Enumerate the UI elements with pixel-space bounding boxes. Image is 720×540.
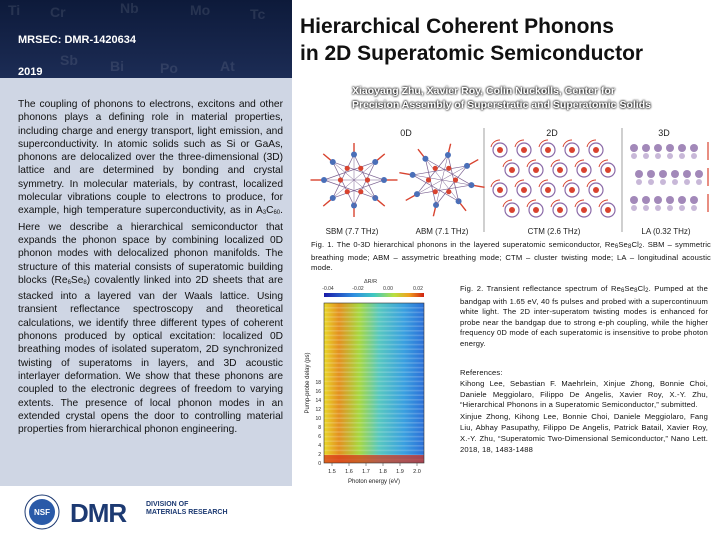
oscillation-stripe xyxy=(324,381,424,383)
layer-atom xyxy=(636,179,642,185)
oscillation-stripe xyxy=(324,307,424,309)
oscillation-stripe xyxy=(324,371,424,373)
layer-atom xyxy=(690,196,698,204)
atom xyxy=(365,177,370,182)
oscillation-stripe xyxy=(324,376,424,378)
layer-atom xyxy=(684,179,690,185)
colorbar-ticks xyxy=(322,286,423,292)
superatom-core xyxy=(605,167,611,173)
y-tick-label: 2 xyxy=(318,452,321,458)
y-axis-label: Pump-probe delay (ps) xyxy=(305,352,311,414)
layer-atom xyxy=(630,196,638,204)
atom xyxy=(358,189,363,194)
oscillation-stripe xyxy=(324,362,424,364)
y-tick-label: 6 xyxy=(318,434,321,440)
y-axis-ticks xyxy=(315,380,321,467)
oscillation-stripe xyxy=(324,450,424,452)
page-title: Hierarchical Coherent Phonons in 2D Superatomic Semiconductor xyxy=(300,15,644,65)
oscillation-stripe xyxy=(324,339,424,341)
atom xyxy=(453,177,458,182)
layer-atom xyxy=(654,144,662,152)
superatom-core xyxy=(533,207,539,213)
colorbar-tick-label: 0.02 xyxy=(413,286,423,292)
mode-label-la: LA (0.32 THz) xyxy=(641,227,691,236)
dmr-logo xyxy=(70,498,228,529)
atom xyxy=(351,152,357,158)
oscillation-stripe xyxy=(324,312,424,314)
layer-atom xyxy=(691,205,697,211)
sbm-cluster-illustration xyxy=(311,143,398,217)
atom xyxy=(410,172,416,178)
panel-label-0d: 0D xyxy=(400,128,412,138)
oscillation-stripe xyxy=(324,413,424,415)
award-number: MRSEC: DMR-1420634 xyxy=(18,34,136,46)
nsf-logo xyxy=(24,494,60,530)
superatom-core xyxy=(557,167,563,173)
atom xyxy=(372,159,378,165)
layer-atom xyxy=(679,205,685,211)
y-tick-label: 0 xyxy=(318,461,321,467)
oscillation-stripe xyxy=(324,440,424,442)
atom xyxy=(426,177,431,182)
panel-label-3d: 3D xyxy=(658,128,670,138)
oscillation-stripe xyxy=(324,431,424,433)
superatom-core xyxy=(569,147,575,153)
year-label: 2019 xyxy=(18,66,43,78)
left-sidebar xyxy=(0,0,292,540)
superatom-core xyxy=(497,187,503,193)
colorbar-title: ΔR/R xyxy=(364,279,378,285)
superatom-core xyxy=(581,207,587,213)
atom xyxy=(464,163,470,169)
atom xyxy=(414,191,420,197)
layer-atom xyxy=(691,153,697,159)
superatom-core xyxy=(569,187,575,193)
layer-atom xyxy=(647,170,655,178)
superatom-core xyxy=(581,167,587,173)
superatom-core xyxy=(605,207,611,213)
layer-atom xyxy=(655,153,661,159)
figure-2-caption: Fig. 2. Transient reflectance spectrum of Re6Se8Cl2. Pumped at the bandgap with 1.65 eV, 40 fs pulses and probed with a supercontinuum white light. The 2D inter-superatom twisting modes is enhanced for probe near the bandgap due to strong e-ph coupling, while the higher frequency 0D mode of each superatomic is insensitive to probe photon energy. xyxy=(460,284,708,348)
colorbar-tick-label: 0.00 xyxy=(383,286,393,292)
oscillation-stripe xyxy=(324,321,424,323)
x-tick-label: 1.8 xyxy=(379,469,387,475)
x-tick-label: 1.7 xyxy=(362,469,370,475)
oscillation-stripe xyxy=(324,394,424,396)
oscillation-stripe xyxy=(324,445,424,447)
atom xyxy=(338,177,343,182)
atom xyxy=(433,189,438,194)
y-tick-label: 4 xyxy=(318,443,321,449)
figure-2-reflectance-map xyxy=(302,277,454,487)
oscillation-stripe xyxy=(324,344,424,346)
superatom-core xyxy=(509,207,515,213)
oscillation-stripe xyxy=(324,367,424,369)
layer-atom xyxy=(679,153,685,159)
atom xyxy=(433,166,438,171)
layer-atom xyxy=(648,179,654,185)
oscillation-stripe xyxy=(324,436,424,438)
oscillation-stripe xyxy=(324,348,424,350)
atom xyxy=(446,166,451,171)
oscillation-stripe xyxy=(324,427,424,429)
dmr-logo-text: DMR xyxy=(70,498,127,528)
superatom-core xyxy=(557,207,563,213)
oscillation-stripe xyxy=(324,390,424,392)
layer-atom xyxy=(667,205,673,211)
layer-atom xyxy=(683,170,691,178)
y-tick-label: 14 xyxy=(315,398,321,404)
layer-atom xyxy=(642,144,650,152)
atom xyxy=(345,189,350,194)
y-tick-label: 8 xyxy=(318,425,321,431)
oscillation-stripe xyxy=(324,335,424,337)
x-tick-label: 1.5 xyxy=(328,469,336,475)
layer-atom xyxy=(630,144,638,152)
superatom-core xyxy=(545,147,551,153)
references xyxy=(460,368,708,455)
x-tick-label: 1.6 xyxy=(345,469,353,475)
superatom-core xyxy=(509,167,515,173)
oscillation-stripe xyxy=(324,325,424,327)
y-tick-label: 16 xyxy=(315,389,321,395)
dmr-logo-subtitle: DIVISION OF MATERIALS RESEARCH xyxy=(146,501,228,516)
superatom-core xyxy=(593,147,599,153)
layer-atom xyxy=(671,170,679,178)
layer-atom xyxy=(659,170,667,178)
layer-atom xyxy=(695,170,703,178)
y-tick-label: 10 xyxy=(315,416,321,422)
layer-atom xyxy=(672,179,678,185)
layer-atom xyxy=(635,170,643,178)
atom xyxy=(446,189,451,194)
time-zero-band xyxy=(324,455,424,463)
layer-atom xyxy=(643,205,649,211)
figure-1-caption: Fig. 1. The 0-3D hierarchical phonons in the layered superatomic semiconductor, Re6Se8Cl2. SBM – symmetric breathing mode; ABM – assymetric breathing mode; CTM – cluster twisting mode; LA – longitudinal acoustic mode. xyxy=(311,240,711,272)
atom xyxy=(345,166,350,171)
layer-atom xyxy=(642,196,650,204)
references-heading: References: xyxy=(460,368,503,377)
layer-atom xyxy=(631,205,637,211)
atom xyxy=(330,159,336,165)
x-tick-label: 1.9 xyxy=(396,469,404,475)
x-axis-label: Photon energy (eV) xyxy=(347,479,401,485)
superatom-core xyxy=(521,147,527,153)
layer-atom xyxy=(690,144,698,152)
reference-item: Xinjue Zhong, Kihong Lee, Bonnie Choi, Daniele Meggiolaro, Fang Liu, Abhay Pasupathy, Filippo De Angelis, Patrick Batail, Xavier Roy, X.-Y. Zhu, “Superatomic Two-Dimensional Semiconductor,” Nano Lett. 2018, 18, 1483-1488 xyxy=(460,412,708,454)
figure-1-phonon-modes xyxy=(308,120,712,238)
oscillation-stripe xyxy=(324,399,424,401)
superatom-core xyxy=(545,187,551,193)
layer-atom xyxy=(660,179,666,185)
oscillation-stripe xyxy=(324,422,424,424)
superatom-core xyxy=(593,187,599,193)
nsf-logo-text: NSF xyxy=(34,508,50,517)
oscillation-stripe xyxy=(324,404,424,406)
abstract-text: The coupling of phonons to electrons, excitons and other phonons plays a defining role in material properties, including charge and energy transport, light emission, and superconductivity. In atomic solids such as Si or GaAs, phonons are delocalized over the three-dimensional (3D) lattice and are determined by bonding and crystal symmetry. In molecular materials, by contrast, localized molecular vibrations couple to electrons to produce, for example, high temperature superconductivity, as in A3C60. Here we describe a hierarchical semiconductor that expands the phonon space by combining localized 0D phonon modes with delocalized phonon manifolds. The structure of this material consists of superatomic building blocks (Re6Se8) covalently linked into 2D sheets that are stacked into a layered van der Waals lattice. Using transient reflectance spectroscopy and theoretical calculations, we identify three different types of coherent phonons produced by optical excitation: localized 0D breathing modes of isolated superatom, 2D synchronized twisting of superatoms in layers, and 3D acoustic interlayer deformation. We show that these phonons are coupled to the electronic degrees of freedom to varying extents. The presence of local phonon modes in an extended crystal opens the door to controlling material properties from hierarchical phonon engineering. xyxy=(18,99,284,436)
oscillation-stripe xyxy=(324,353,424,355)
atom xyxy=(321,177,327,183)
y-tick-label: 12 xyxy=(315,407,321,413)
layer-atom xyxy=(696,179,702,185)
reference-item: Kihong Lee, Sebastian F. Maehrlein, Xinjue Zhong, Bonnie Choi, Daniele Meggiolaro, Filippo De Angelis, Xavier Roy, X.-Y. Zhu, “Hierarchical Phonons in a Superatomic Semiconductor,” submitted. xyxy=(460,378,708,410)
superatom-core xyxy=(497,147,503,153)
colorbar-tick-label: -0.04 xyxy=(322,286,334,292)
colorbar xyxy=(324,293,424,297)
superatom-core xyxy=(533,167,539,173)
layer-atom xyxy=(643,153,649,159)
superatom-core xyxy=(521,187,527,193)
layer-atom xyxy=(654,196,662,204)
atom xyxy=(456,198,462,204)
oscillation-stripe xyxy=(324,417,424,419)
layer-atom xyxy=(667,153,673,159)
oscillation-stripe xyxy=(324,385,424,387)
mode-label-ctm: CTM (2.6 THz) xyxy=(527,227,581,236)
colorbar-tick-label: -0.02 xyxy=(352,286,364,292)
sidebar-header-band: Ti Cr Nb Mo Tc Sb Bi Po At MRSEC: DMR-1420634 2019 xyxy=(0,0,292,78)
layer-atom xyxy=(666,144,674,152)
atom xyxy=(422,156,428,162)
x-axis-ticks xyxy=(328,463,421,475)
mode-label-abm: ABM (7.1 THz) xyxy=(415,227,469,236)
authors-line: Xiaoyang Zhu, Xavier Roy, Colin Nuckolls, Center for Precision Assembly of Superstratic and Superatomic Solids xyxy=(352,85,651,111)
layer-atom xyxy=(655,205,661,211)
x-tick-label: 2.0 xyxy=(413,469,421,475)
atom xyxy=(358,166,363,171)
oscillation-stripe xyxy=(324,316,424,318)
atom xyxy=(445,152,451,158)
oscillation-stripe xyxy=(324,330,424,332)
layer-atom xyxy=(631,153,637,159)
layer-atom xyxy=(678,196,686,204)
mode-label-sbm: SBM (7.7 THz) xyxy=(325,227,379,236)
atom xyxy=(330,195,336,201)
oscillation-stripe xyxy=(324,408,424,410)
oscillation-stripe xyxy=(324,358,424,360)
layer-atom xyxy=(666,196,674,204)
y-tick-label: 18 xyxy=(315,380,321,386)
panel-label-2d: 2D xyxy=(546,128,558,138)
layer-atom xyxy=(678,144,686,152)
